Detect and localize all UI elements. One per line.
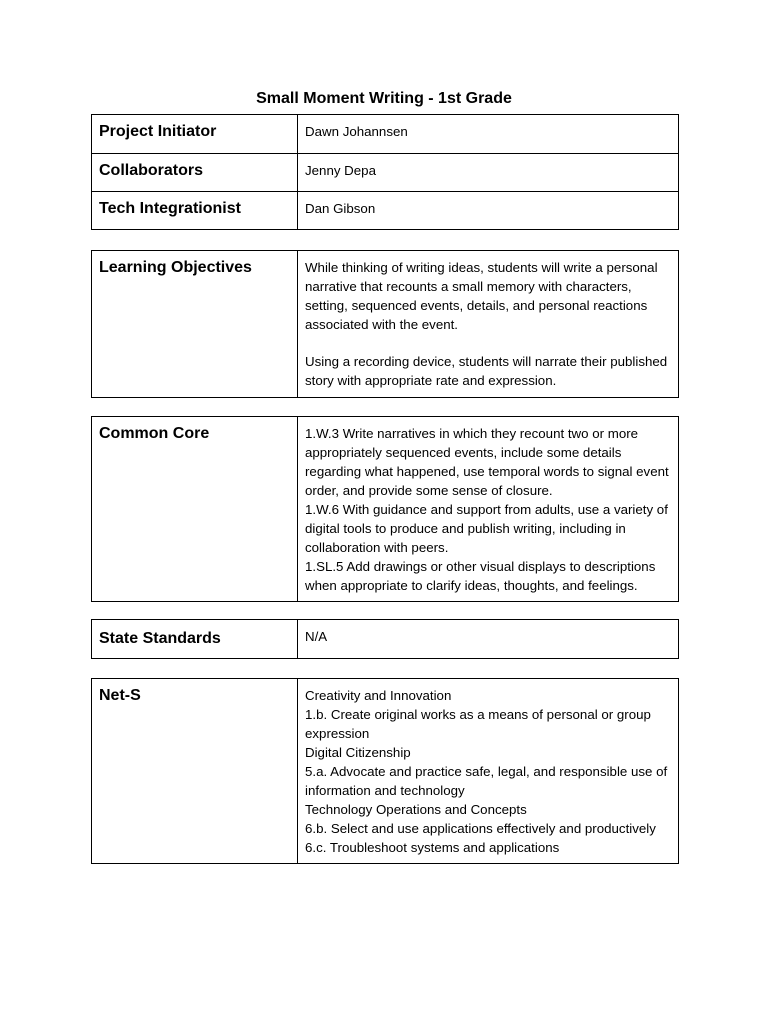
nets-line: Creativity and Innovation xyxy=(305,688,452,703)
table-row xyxy=(92,192,679,230)
table-row xyxy=(92,154,679,192)
nets-line: Technology Operations and Concepts xyxy=(305,802,527,817)
learning-objectives-value xyxy=(298,251,679,398)
learning-objectives-label: Learning Objectives xyxy=(92,251,298,398)
nets-value xyxy=(298,679,679,864)
common-core-standard: 1.SL.5 Add drawings or other visual displays to descriptions when appropriate to clarify ideas, thoughts, and feelings. xyxy=(305,559,656,593)
collaborators-label: Collaborators xyxy=(92,154,298,192)
nets-label: Net-S xyxy=(92,679,298,864)
collaborators-value: Jenny Depa xyxy=(298,154,679,192)
tech-integrationist-label: Tech Integrationist xyxy=(92,192,298,230)
common-core-standard: 1.W.3 Write narratives in which they recount two or more appropriately sequenced events, include some details regarding what happened, use temporal words to signal event order, and provide some sense of closure. xyxy=(305,426,669,498)
nets-line: Digital Citizenship xyxy=(305,745,411,760)
learning-objectives-paragraph: Using a recording device, students will narrate their published story with appropriate rate and expression. xyxy=(305,354,668,388)
common-core-value xyxy=(298,417,679,602)
nets-line: 1.b. Create original works as a means of personal or group expression xyxy=(305,707,651,741)
state-standards-label: State Standards xyxy=(92,620,298,659)
state-standards-table xyxy=(91,619,679,659)
learning-objectives-table xyxy=(91,250,679,398)
common-core-label: Common Core xyxy=(92,417,298,602)
table-row xyxy=(92,417,679,602)
common-core-standard: 1.W.6 With guidance and support from adults, use a variety of digital tools to produce and publish writing, including in collaboration with peers. xyxy=(305,502,668,555)
common-core-table xyxy=(91,416,679,602)
nets-line: 6.c. Troubleshoot systems and applications xyxy=(305,840,560,855)
nets-line: 6.b. Select and use applications effectively and productively xyxy=(305,821,656,836)
tech-integrationist-value: Dan Gibson xyxy=(298,192,679,230)
project-initiator-value: Dawn Johannsen xyxy=(298,115,679,154)
learning-objectives-paragraph: While thinking of writing ideas, students will write a personal narrative that recounts a small memory with characters, setting, sequenced events, details, and personal reactions associated with the event. xyxy=(305,260,658,332)
nets-line: 5.a. Advocate and practice safe, legal, and responsible use of information and technology xyxy=(305,764,668,798)
table-row xyxy=(92,251,679,398)
table-row xyxy=(92,115,679,154)
table-row xyxy=(92,679,679,864)
document-title: Small Moment Writing - 1st Grade xyxy=(256,90,512,107)
project-people-table xyxy=(91,114,679,230)
state-standards-value: N/A xyxy=(298,620,679,659)
table-row xyxy=(92,620,679,659)
project-initiator-label: Project Initiator xyxy=(92,115,298,154)
nets-table xyxy=(91,678,679,864)
